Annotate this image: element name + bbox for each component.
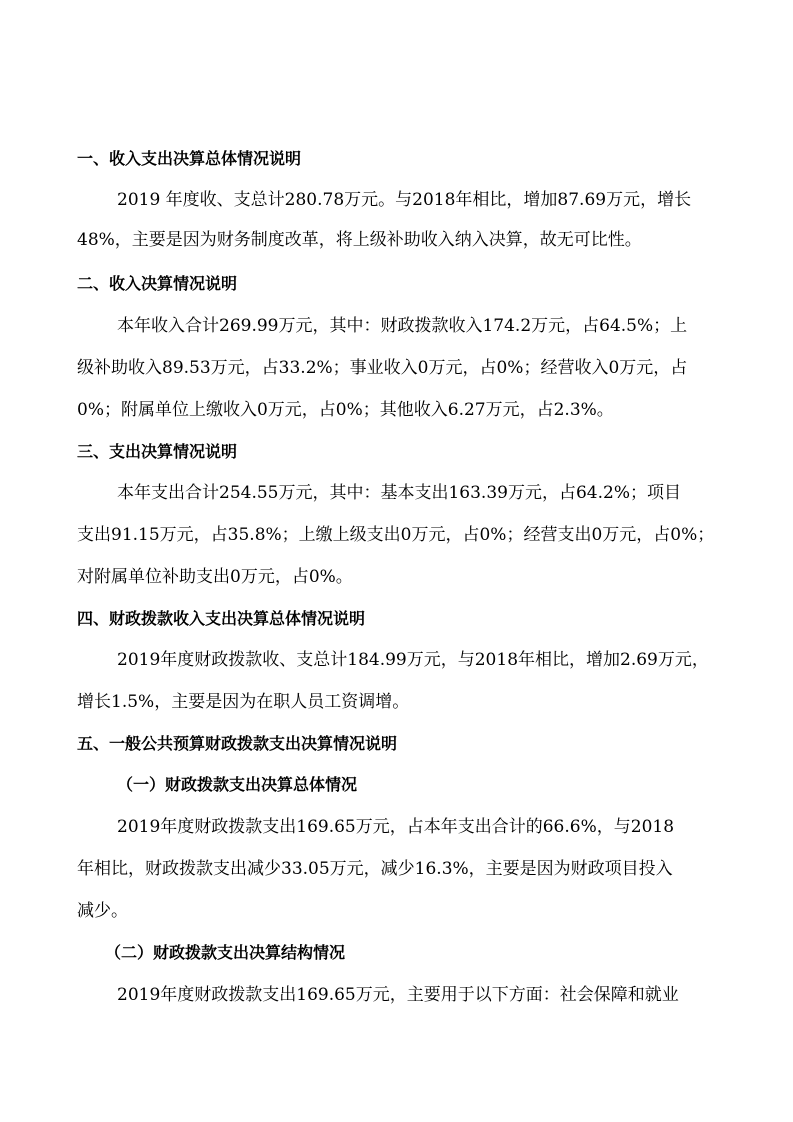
paragraph-line: 0%；附属单位上缴收入0万元，占0%；其他收入6.27万元，占2.3%。: [77, 400, 614, 420]
paragraph-line: 年相比，财政拨款支出减少33.05万元，减少16.3%，主要是因为财政项目投入: [77, 859, 673, 879]
subsection-heading: （一）财政拨款支出决算总体情况: [117, 775, 358, 794]
section-heading: 二、收入决算情况说明: [77, 274, 238, 293]
text-segment: 2019 年度收、支总计280.78万元。与2018年相比，增加87.69万元，增长: [117, 190, 692, 210]
paragraph-line: [117, 188, 719, 212]
paragraph-line: 减少。: [77, 901, 128, 921]
section-heading: 一、收入支出决算总体情况说明: [77, 149, 302, 168]
paragraph-line: 本年支出合计254.55万元，其中：基本支出163.39万元，占64.2%；项目: [117, 483, 681, 503]
section-heading: 五、一般公共预算财政拨款支出决算情况说明: [77, 734, 398, 753]
subsection-heading: （二）财政拨款支出决算结构情况: [105, 943, 346, 962]
paragraph-line: 2019年度财政拨款支出169.65万元，主要用于以下方面：社会保障和就业: [117, 985, 679, 1005]
paragraph-line: 48%，主要是因为财务制度改革，将上级补助收入纳入决算，故无可比性。: [77, 230, 642, 250]
paragraph-line: 2019年度财政拨款收、支总计184.99万元，与2018年相比，增加2.69万元，: [117, 650, 709, 670]
paragraph-line: 支出91.15万元，占35.8%；上缴上级支出0万元，占0%；经营支出0万元，占0%；: [77, 525, 715, 545]
section-heading: 三、支出决算情况说明: [77, 442, 238, 461]
section-heading: 四、财政拨款收入支出决算总体情况说明: [77, 609, 366, 628]
paragraph-line: 对附属单位补助支出0万元，占0%。: [77, 567, 353, 587]
paragraph-line: 2019年度财政拨款支出169.65万元，占本年支出合计的66.6%，与2018: [117, 817, 675, 837]
paragraph-line: 本年收入合计269.99万元，其中：财政拨款收入174.2万元，占64.5%；上: [117, 316, 688, 336]
paragraph-line: 级补助收入89.53万元，占33.2%；事业收入0万元，占0%；经营收入0万元，占: [77, 358, 688, 378]
paragraph-line: 增长1.5%，主要是因为在职人员工资调增。: [77, 692, 410, 712]
